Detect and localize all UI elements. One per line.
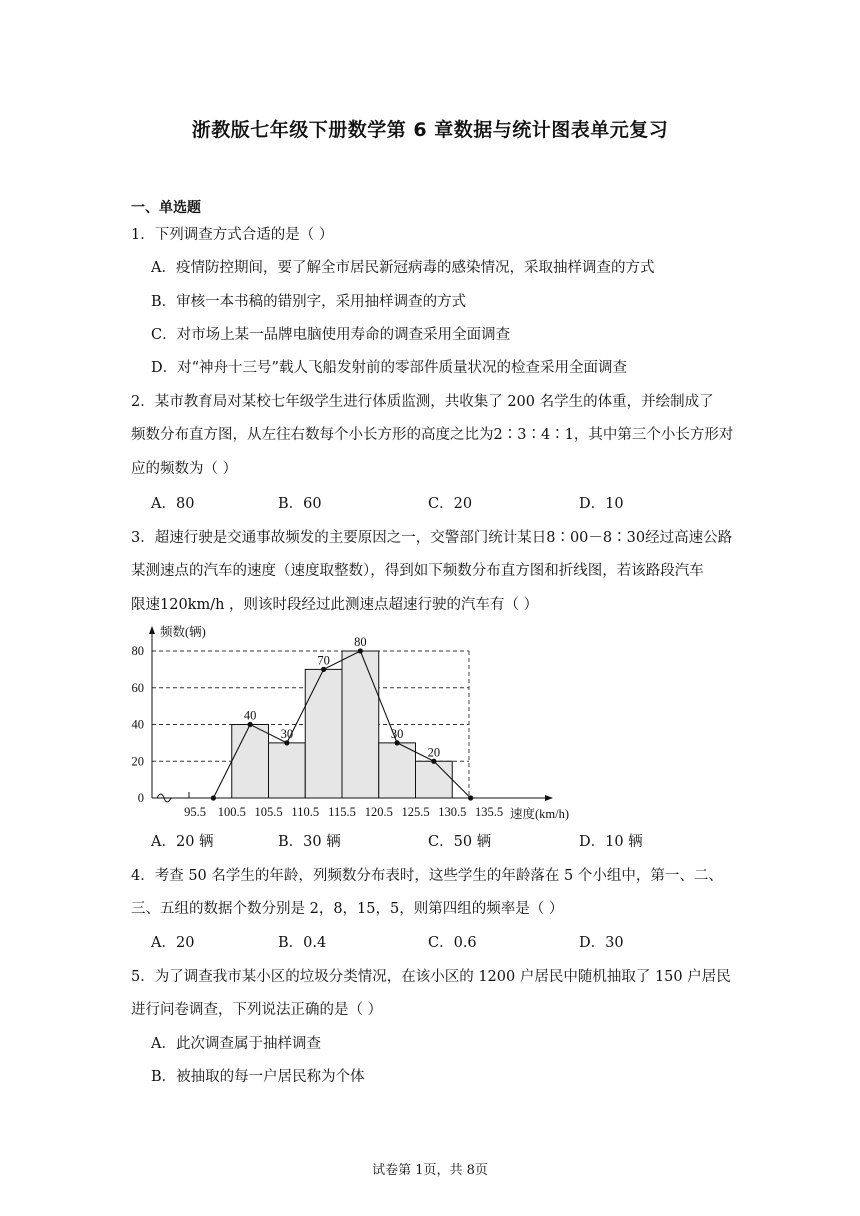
question-3-option-a: A．20 辆: [151, 834, 214, 850]
question-4-option-c: C．0.6: [428, 935, 477, 951]
x-tick-label: 110.5: [291, 805, 320, 819]
x-axis-arrow: [545, 795, 553, 801]
histogram-bar: [379, 743, 416, 798]
question-2-stem-line-2: 频数分布直方图，从左往右数每个小长方形的高度之比为2∶3∶4∶1，其中第三个小长方形对: [131, 427, 734, 443]
question-4-options: [151, 933, 751, 953]
histogram-bar: [269, 743, 306, 798]
y-tick-label: 60: [131, 680, 144, 695]
question-2-option-d: D．10: [579, 496, 624, 512]
question-4-stem-line-2: 三、五组的数据个数分别是 2，8，15，5，则第四组的频率是（ ）: [131, 901, 564, 917]
x-tick-label: 120.5: [364, 805, 393, 819]
question-3-stem-line-2: 某测速点的汽车的速度（速度取整数），得到如下频数分布直方图和折线图，若该路段汽车: [131, 563, 704, 579]
y-axis-arrow: [149, 626, 155, 634]
question-4-option-b: B．0.4: [278, 935, 327, 951]
polygon-point: [468, 795, 473, 800]
question-3-option-b: B．30 辆: [278, 834, 341, 850]
question-2-stem-line-1: 2．某市教育局对某校七年级学生进行体质监测，共收集了 200 名学生的体重，并绘制成了: [131, 394, 714, 410]
question-4-option-a: A．20: [151, 935, 195, 951]
histogram-bar: [342, 651, 379, 798]
bar-value-label: 40: [243, 708, 257, 723]
polygon-point: [321, 667, 326, 672]
question-4-option-d: D．30: [579, 935, 624, 951]
section-heading: 一、单选题: [131, 200, 201, 216]
question-1-option-a: A．疫情防控期间，要了解全市居民新冠病毒的感染情况，采取抽样调查的方式: [151, 260, 655, 276]
x-axis-title: 速度(km/h): [510, 807, 570, 821]
x-tick-label: 115.5: [328, 805, 356, 819]
question-2-options: [151, 494, 751, 514]
y-axis-title: 频数(辆): [160, 625, 206, 639]
histogram-bar: [305, 669, 342, 798]
question-3-stem-line-3: 限速120km/h ，则该时段经过此测速点超速行驶的汽车有（ ）: [131, 597, 539, 613]
question-2-option-c: C．20: [428, 496, 473, 512]
bar-value-label: 20: [427, 745, 441, 760]
polygon-point: [431, 759, 436, 764]
question-5-stem-line-1: 5．为了调查我市某小区的垃圾分类情况，在该小区的 1200 户居民中随机抽取了 150 户居民: [131, 969, 731, 985]
question-1-option-b: B．审核一本书稿的错别字，采用抽样调查的方式: [151, 294, 467, 310]
question-5-option-a: A．此次调查属于抽样调查: [151, 1036, 321, 1052]
polygon-point: [358, 648, 363, 653]
question-2-option-b: B．60: [278, 496, 322, 512]
histogram-bar: [416, 761, 453, 798]
question-4-stem-line-1: 4．考查 50 名学生的年龄，列频数分布表时，这些学生的年龄落在 5 个小组中，第一、二、: [131, 868, 723, 884]
y-tick-label: 20: [131, 754, 144, 769]
bar-value-label: 70: [317, 653, 330, 668]
question-3-stem-line-1: 3．超速行驶是交通事故频发的主要原因之一，交警部门统计某日8∶00－8∶30经过高速公路: [131, 530, 733, 546]
page-footer: 试卷第 1页，共 8页: [372, 1163, 488, 1178]
question-3-option-c: C．50 辆: [428, 834, 492, 850]
polygon-point: [284, 740, 289, 745]
x-tick-label: 130.5: [438, 805, 467, 819]
y-tick-label: 80: [131, 644, 144, 658]
question-2-stem-line-3: 应的频数为（ ）: [131, 461, 238, 477]
y-tick-label: 0: [137, 791, 144, 805]
x-tick-label: 95.5: [184, 805, 206, 819]
bar-value-label: 30: [280, 726, 294, 741]
question-3-option-d: D．10 辆: [579, 834, 643, 850]
question-5-option-b: B．被抽取的每一户居民称为个体: [151, 1069, 365, 1085]
bar-value-label: 30: [390, 726, 404, 741]
question-1-stem: 1．下列调查方式合适的是（ ）: [131, 227, 334, 243]
x-tick-label: 135.5: [474, 805, 504, 819]
question-3-options: [151, 832, 751, 852]
question-1-option-d: D．对“神舟十三号”载人飞船发射前的零部件质量状况的检查采用全面调查: [151, 360, 627, 376]
y-tick-label: 40: [131, 717, 144, 732]
question-2-option-a: A．80: [151, 496, 195, 512]
x-tick-label: 125.5: [401, 805, 430, 819]
polygon-point: [395, 740, 400, 745]
polygon-point: [248, 722, 253, 727]
question-5-stem-line-2: 进行问卷调查，下列说法正确的是（ ）: [131, 1002, 383, 1018]
question-1-option-c: C．对市场上某一品牌电脑使用寿命的调查采用全面调查: [151, 327, 511, 343]
histogram-bar: [232, 725, 269, 799]
page-title: 浙教版七年级下册数学第 6 章数据与统计图表单元复习: [191, 119, 669, 141]
x-tick-label: 105.5: [254, 805, 283, 819]
bar-value-label: 80: [354, 635, 367, 649]
x-tick-label: 100.5: [217, 805, 246, 819]
polygon-point: [211, 795, 216, 800]
histogram-chart: [125, 622, 595, 827]
